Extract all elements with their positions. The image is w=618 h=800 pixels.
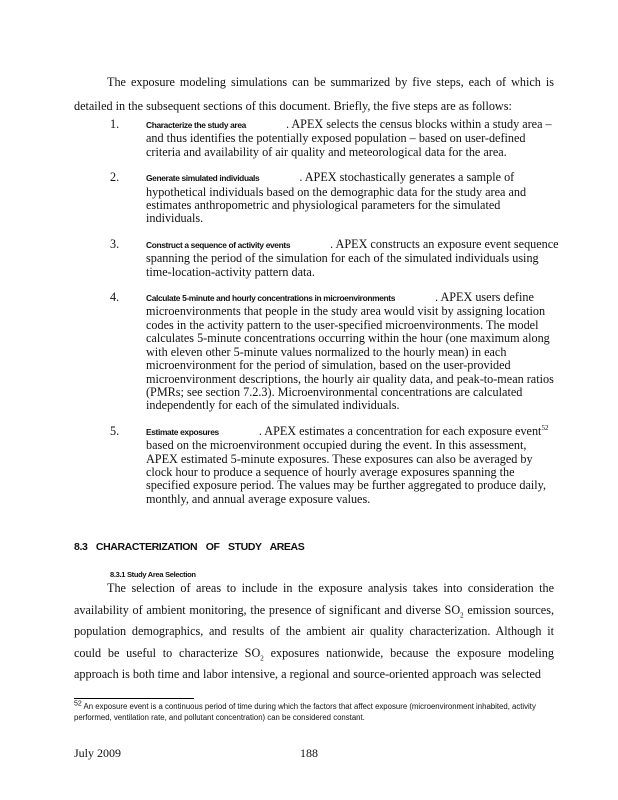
step-heading: Calculate 5-minute and hourly concentrations in microenvironments — [146, 293, 396, 304]
steps-list — [110, 118, 560, 518]
page-number: 188 — [300, 746, 318, 760]
step-text: . APEX stochastically generates a sample of hypothetical individuals based on the demographic data for the study area and estimates anthropometric and physiological parameters for the simulated individuals. — [146, 170, 527, 226]
footnote-divider — [74, 698, 194, 699]
step-text: . APEX selects the census blocks within a study area – and thus identifies the potentially exposed population – based on user-defined criteria and availability of air quality and meteorological data for the area. — [146, 117, 552, 159]
list-item — [110, 238, 560, 279]
step-heading: Estimate exposures — [146, 426, 219, 437]
list-item — [110, 118, 560, 159]
step-text: . APEX estimates a concentration for each exposure event — [258, 423, 542, 438]
footnote-mark: 52 — [74, 700, 82, 708]
step-number: 5. — [110, 423, 120, 438]
step-heading: Construct a sequence of activity events — [146, 239, 291, 250]
step-text: . APEX users define microenvironments that people in the study area would visit by assigning location codes in the activity pattern to the user-specified microenvironments. The model calculates 5-minute concentrations occurring within the hour (one maximum along with eleven other 5-minute values normalized to the hourly mean) in each microenvironment for the period of simulation, based on the user-provided microenvironment descriptions, the hourly air quality data, and peak-to-mean ratios (PMRs; see section 7.2.3). Microenvironmental concentrations are calculated independently for each of the simulated individuals. — [146, 290, 554, 413]
study-area-paragraph — [74, 578, 554, 686]
step-text-continued: based on the microenvironment occupied during the event. In this assessment, APEX estimated 5-minute exposures. These exposures can also be averaged by clock hour to produce a sequence of hourly average exposures spanning the specified exposure period. The values may be further aggregated to produce daily, monthly, and annual average exposure values. — [146, 438, 547, 506]
list-item — [110, 425, 560, 506]
paragraph-text: The selection of areas to include in the exposure analysis takes into consideration the availability of ambient monitoring, the presence of significant and diverse SO — [74, 581, 554, 617]
step-number: 3. — [110, 236, 120, 251]
step-number: 1. — [110, 117, 120, 131]
subsection-heading: 8.3.1 Study Area Selection — [110, 570, 196, 579]
intro-paragraph: The exposure modeling simulations can be summarized by five steps, each of which is detailed in the subsequent sections of this document. Briefly, the five steps are as follows: — [74, 75, 554, 113]
section-heading: 8.3 CHARACTERIZATION OF STUDY AREAS — [74, 541, 305, 553]
step-heading: Characterize the study area — [146, 120, 246, 130]
subscript: 2 — [260, 653, 264, 662]
step-number: 4. — [110, 290, 120, 305]
list-item — [110, 171, 560, 226]
footnote-reference[interactable]: 52 — [541, 423, 549, 432]
step-text: . APEX constructs an exposure event sequence spanning the period of the simulation for each of the simulated individuals using time-location-activity pattern data. — [146, 236, 559, 279]
paragraph-text: emission sources, population demographics, and results of the ambient air quality characterization. Although it could be useful to characterize SO — [74, 602, 554, 660]
footer-date: July 2009 — [74, 746, 122, 760]
subscript: 2 — [460, 610, 464, 619]
footnote — [74, 701, 554, 723]
list-item — [110, 291, 560, 413]
footnote-text: An exposure event is a continuous period of time during which the factors that affect exposure (microenvironment inhabited, activity performed, ventilation rate, and pollutant concentration) can be considered constant. — [74, 702, 536, 722]
step-heading: Generate simulated individuals — [146, 173, 260, 184]
paragraph-text: exposures nationwide, because the exposure modeling approach is both time and labor intensive, a regional and source-oriented approach was selected — [74, 645, 554, 681]
step-number: 2. — [110, 170, 120, 185]
